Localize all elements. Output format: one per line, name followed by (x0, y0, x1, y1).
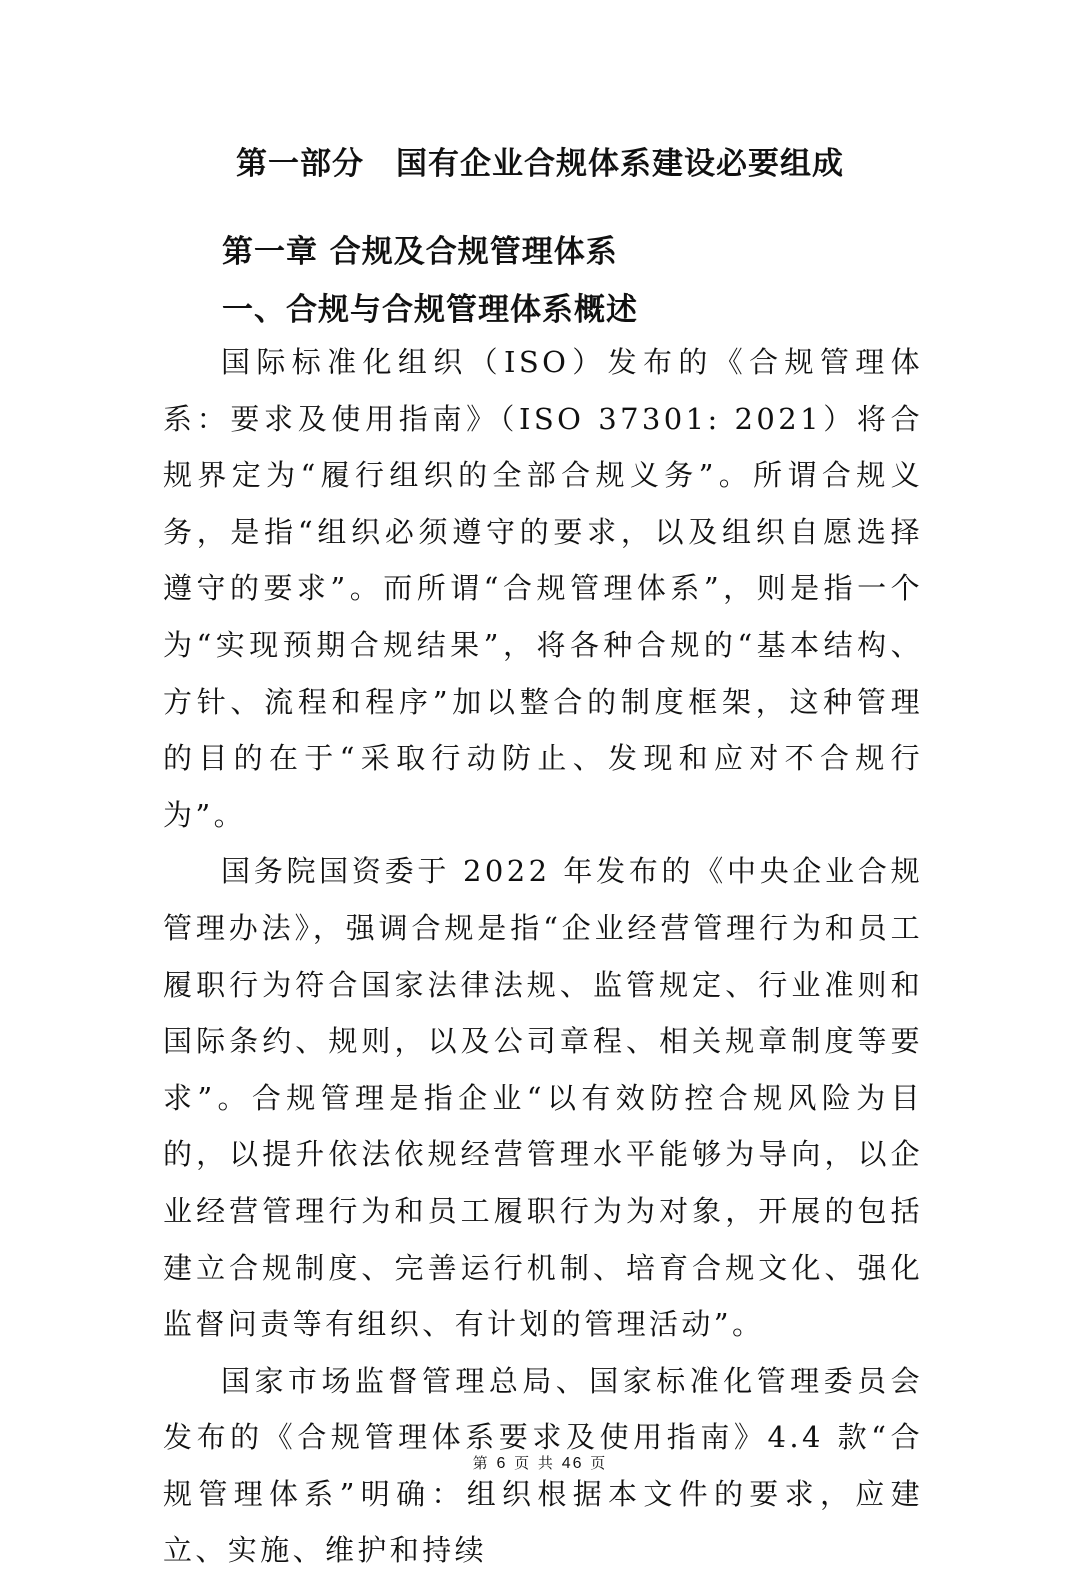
footer-prefix: 第 (472, 1454, 490, 1472)
paragraph-2: 国务院国资委于 2022 年发布的《中央企业合规管理办法》，强调合规是指“企业经营管理行为和员工履职行为符合国家法律法规、监管规定、行业准则和国际条约、规则，以及公司章程、相关规章制度等要求”。合规管理是指企业“以有效防控合规风险为目的，以提升依法依规经营管理水平能够为导向，以企业经营管理行为和员工履职行为为对象，开展的包括建立合规制度、完善运行机制、培育合规文化、强化监督问责等有组织、有计划的管理活动”。 (163, 854, 923, 1342)
part-title: 第一部分 国有企业合规体系建设必要组成 (236, 146, 844, 182)
section-heading: 一、合规与合规管理体系概述 (222, 292, 638, 328)
footer-total-pages: 46 (561, 1455, 584, 1472)
chapter-heading: 第一章 合规及合规管理体系 (222, 234, 618, 270)
paragraph-1: 国际标准化组织（ISO）发布的《合规管理体系：要求及使用指南》（ISO 37301: 2021）将合规界定为“履行组织的全部合规义务”。所谓合规义务，是指“组织必须遵守的要求，以及组织自愿选择遵守的要求”。而所谓“合规管理体系”，则是指一个为“实现预期合规结果”，将各种合规的“基本结构、方针、流程和程序”加以整合的制度框架，这种管理的目的在于“采取行动防止、发现和应对不合规行为”。 (163, 345, 923, 832)
footer-suffix: 页 (590, 1454, 608, 1472)
footer-page-number: 6 (496, 1455, 508, 1472)
page-footer (0, 1452, 1080, 1473)
footer-middle: 页 共 (514, 1454, 555, 1472)
document-body (163, 334, 923, 1579)
paragraph-3: 国家市场监督管理总局、国家标准化管理委员会发布的《合规管理体系要求及使用指南》4.4 款“合规管理体系”明确：组织根据本文件的要求，应建立、实施、维护和持续 (163, 1363, 923, 1568)
